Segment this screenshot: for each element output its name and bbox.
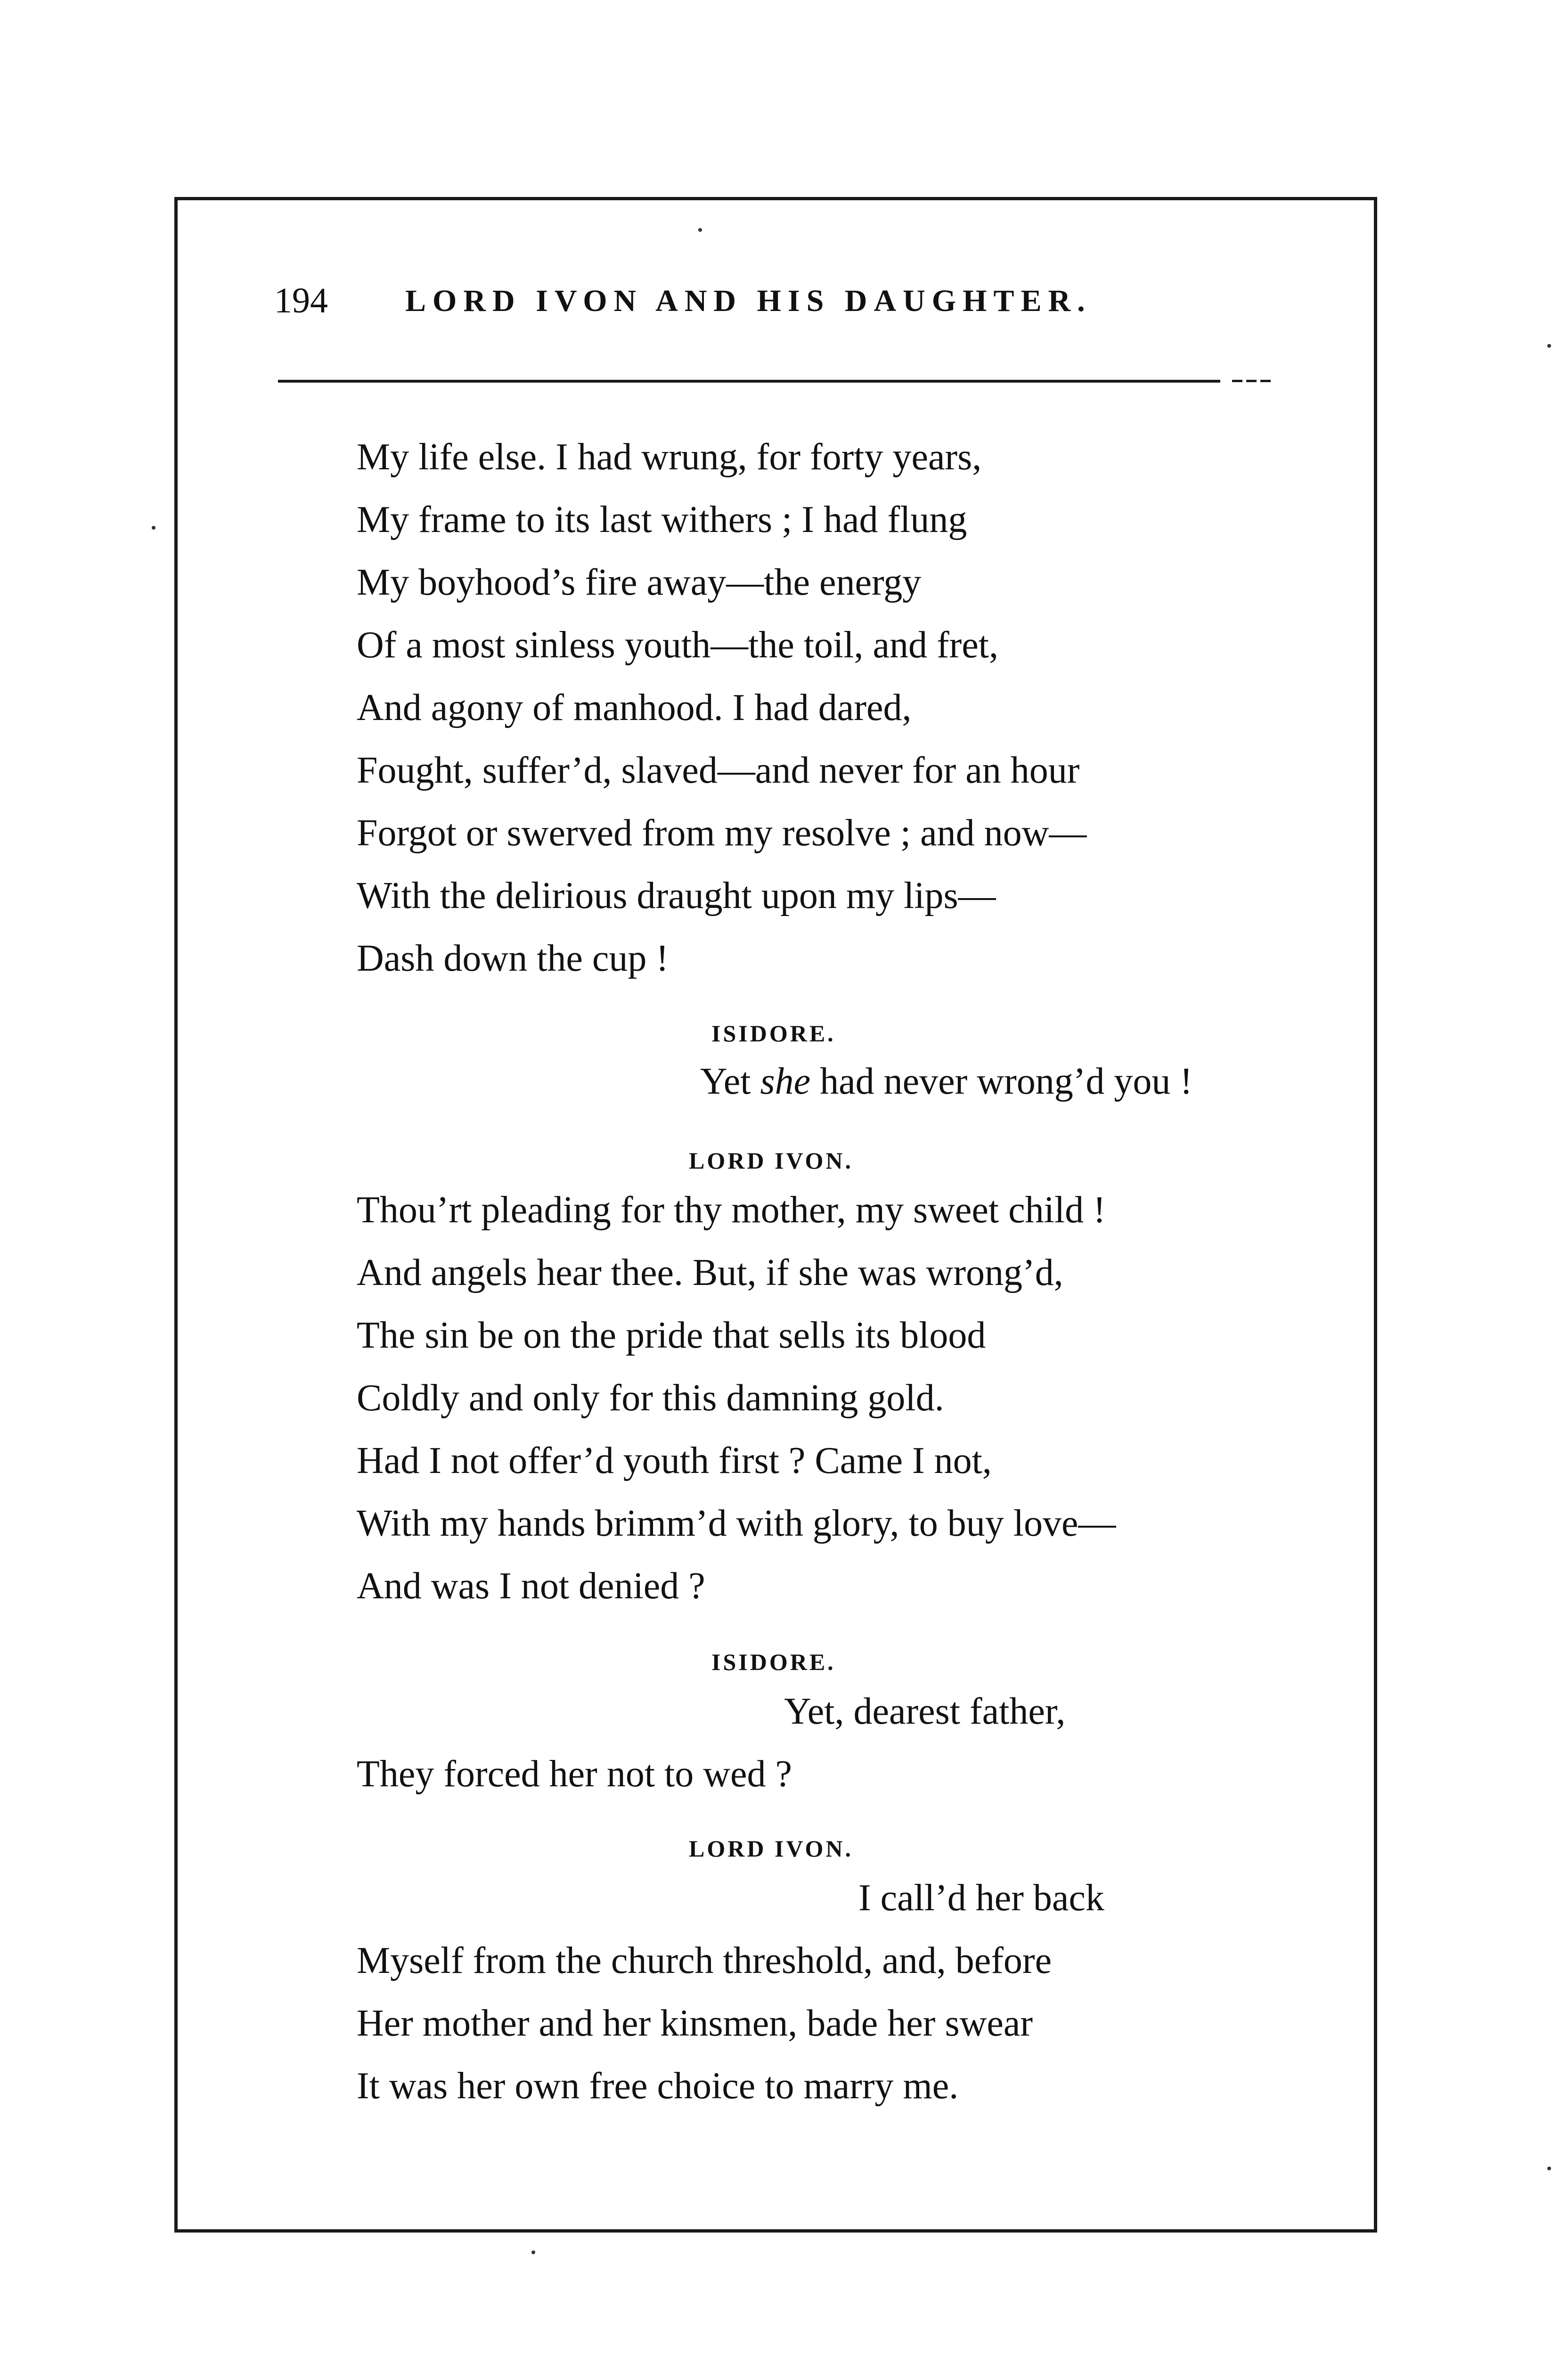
verse-line: The sin be on the pride that sells its blood xyxy=(357,1315,986,1356)
verse-line: Coldly and only for this damning gold. xyxy=(357,1377,944,1419)
speaker-name: ISIDORE. xyxy=(711,1649,836,1675)
verse-line xyxy=(700,1063,1192,1100)
verse-line: Forgot or swerved from my resolve ; and now— xyxy=(357,812,1087,854)
running-title: LORD IVON AND HIS DAUGHTER. xyxy=(405,284,1092,318)
verse-line: Fought, suffer’d, slaved—and never for an hour xyxy=(357,750,1080,791)
emphasis-text: she xyxy=(760,1061,811,1102)
scan-speck xyxy=(1547,344,1551,348)
speaker-name: ISIDORE. xyxy=(711,1020,836,1047)
scan-speck xyxy=(698,228,702,232)
verse-line: With my hands brimm’d with glory, to buy love— xyxy=(357,1503,1116,1544)
verse-line: Had I not offer’d youth first ? Came I not, xyxy=(357,1440,992,1481)
verse-line: Her mother and her kinsmen, bade her swear xyxy=(357,2003,1033,2044)
verse-line: I call’d her back xyxy=(858,1877,1104,1919)
verse-line: It was her own free choice to marry me. xyxy=(357,2065,959,2107)
verse-line: Dash down the cup ! xyxy=(357,938,669,979)
scan-speck xyxy=(1547,2167,1551,2170)
page-number: 194 xyxy=(274,281,328,320)
verse-line: Myself from the church threshold, and, before xyxy=(357,1940,1052,1981)
verse-line: Of a most sinless youth—the toil, and fret, xyxy=(357,624,999,666)
rule-dash xyxy=(1260,380,1271,382)
verse-line: With the delirious draught upon my lips— xyxy=(357,875,996,916)
rule-dash xyxy=(1232,380,1242,382)
verse-line: Thou’rt pleading for thy mother, my sweet child ! xyxy=(357,1189,1106,1231)
verse-text: Yet xyxy=(700,1061,760,1102)
verse-line: They forced her not to wed ? xyxy=(357,1753,792,1795)
verse-line: My frame to its last withers ; I had flung xyxy=(357,499,967,540)
speaker-name: LORD IVON. xyxy=(689,1835,854,1862)
verse-text: had never wrong’d you ! xyxy=(810,1061,1192,1102)
rule-dash xyxy=(1246,380,1257,382)
scan-speck xyxy=(531,2250,535,2254)
verse-line: And angels hear thee. But, if she was wrong’d, xyxy=(357,1252,1063,1293)
verse-line: And was I not denied ? xyxy=(357,1565,705,1607)
verse-line: My boyhood’s fire away—the energy xyxy=(357,562,922,603)
verse-line: And agony of manhood. I had dared, xyxy=(357,687,912,728)
verse-line: Yet, dearest father, xyxy=(784,1691,1066,1732)
speaker-name: LORD IVON. xyxy=(689,1147,854,1174)
verse-line: My life else. I had wrung, for forty years, xyxy=(357,436,982,478)
header-rule xyxy=(278,380,1220,383)
scan-speck xyxy=(152,526,155,530)
